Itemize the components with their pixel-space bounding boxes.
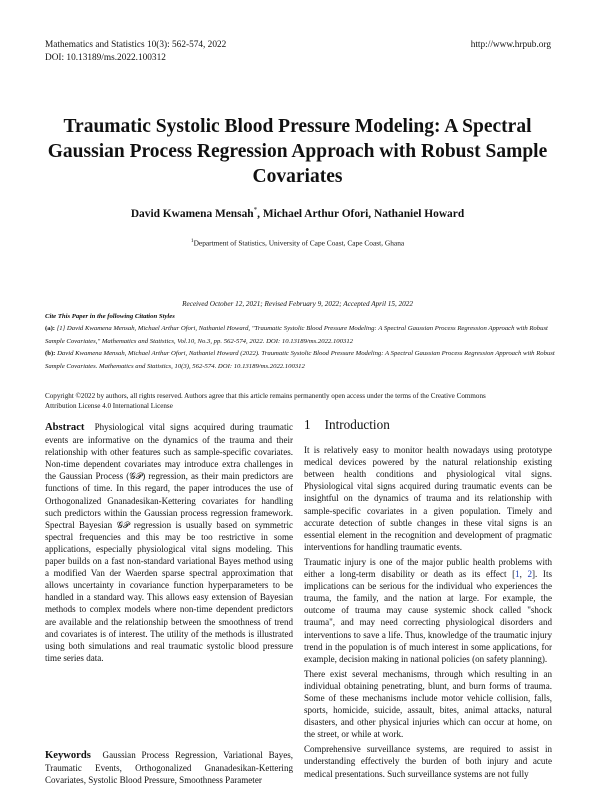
affiliation-mark: 1 <box>190 238 194 244</box>
keywords-text: Gaussian Process Regression, Variational Bayes, Traumatic Events, Orthogonalized Gnanadesikan-Kettering Covariates, Systolic Blood Pressure, Smoothness Parameter <box>45 750 293 786</box>
citation-text: [1] David Kwamena Mensah, Michael Arthur Ofori, Nathaniel Howard, "Traumatic Systolic Blood Pressure Modeling: A Spectral Gaussian Process Regression Approach with Robust Sample Covariates," Mathematics and Statistics, Vol.10, No.3, pp. 562-574, 2022. DOI: 10.13189/ms.2022.100312 <box>45 325 548 345</box>
copyright-notice: Copyright ©2022 by authors, all rights reserved. Authors agree that this article remains permanently open access under the terms of the Creative Commons Attribution License 4.0 International License <box>45 392 486 410</box>
affiliation <box>40 238 555 247</box>
journal-url[interactable]: http://www.hrpub.org <box>470 40 551 50</box>
author-name: Nathaniel Howard <box>373 207 465 220</box>
paragraph: Comprehensive surveillance systems, are required to assist in understanding effectively the burden of both injury and acute medical presentations. Such surveillance systems are not fully <box>304 744 552 779</box>
citation-style-a <box>45 323 555 348</box>
received-dates: Received October 12, 2021; Revised February 9, 2022; Accepted April 15, 2022 <box>182 300 413 308</box>
citation-heading: Cite This Paper in the following Citation Styles <box>45 313 175 320</box>
journal-header <box>45 39 226 65</box>
citation-block <box>45 311 555 373</box>
doi-text: DOI: 10.13189/ms.2022.100312 <box>45 53 166 63</box>
ref-separator: , <box>519 569 528 580</box>
reference-link[interactable]: 2 <box>527 569 533 580</box>
author-list <box>40 206 555 220</box>
citation-style-b <box>45 348 555 373</box>
reference-link[interactable]: 1 <box>515 569 520 580</box>
section-title: Introduction <box>324 417 390 432</box>
keywords-label: Keywords <box>45 750 91 761</box>
introduction-section <box>304 419 552 783</box>
abstract <box>45 421 293 664</box>
author-name: David Kwamena Mensah <box>130 207 254 220</box>
author-separator: , <box>368 207 374 220</box>
journal-citation: Mathematics and Statistics 10(3): 562-574, 2022 <box>45 40 227 50</box>
paragraph: It is relatively easy to monitor health nowadays using prototype medical devices powered by the natural relationship existing between health conditions and physiological vital signs. Physiological vital signs acquired during traumatic events can be insightful on the dynamics of trauma and its relationship with sample-specific covariates in a given population. Timely and accurate detection of subtle changes in these vital signs is an essential element in the recognition and development of pragmatic interventions for handling traumatic events. <box>304 445 552 552</box>
paragraph: There exist several mechanisms, through which resulting in an individual obtaining penetrating, blunt, and burn forms of trauma. Some of these mechanisms include motor vehicle collision, falls, sports, homicide, suicide, assault, bites, animal attacks, natural disasters, and other physical injuries which can occur at home, on the street, or while at work. <box>304 668 552 740</box>
citation-label: (a): <box>45 325 56 333</box>
paragraph-text: ]. Its implications can be serious for the individual who experiences the trauma, the family, and the nation at large. For example, the outcome of trauma may cause systemic shock called "shock trauma", and may need correcting physiological disorders and interventions to save a life. Thus, knowledge of the traumatic injury trend in the population is of much interest in some applications, for example, decision making in national policies (on safety planning). <box>304 569 552 664</box>
keywords <box>45 749 293 786</box>
affiliation-text: Department of Statistics, University of Cape Coast, Cape Coast, Ghana <box>193 238 405 248</box>
abstract-text: Physiological vital signs acquired during traumatic events are informative on the dynamics of the trauma and their relationship with other features such as sample-specific covariates. Non-time dependent covariates may introduce extra challenges in the Gaussian Process (𝒢𝒫) regression, as their main predictors are functions of time. In this regard, the paper introduces the use of Orthogonalized Gnanadesikan-Kettering covariates for handling such predictors within the Gaussian process regression framework. Spectral Bayesian 𝒢𝒫 regression is usually based on symmetric spectral frequencies and this may be too restrictive in some applications, especially physiological vital signs modeling. This paper builds on a fast non-standard variational Bayes method using a modified Van der Waerden sparse spectral approximation that allows uncertainty in covariance function hyperparameters to be handled in a standard way. This allows easy extension of Bayesian methods to complex models where non-time dependent predictors are available and the relationship between the smoothness of trend and covariates is of interest. The utility of the methods is illustrated using both simulations and real traumatic systolic blood pressure time series data. <box>45 422 293 663</box>
paragraph-text: Traumatic injury is one of the major public health problems with either a long-term disability or death as its effect [ <box>304 556 552 580</box>
author-separator: , <box>257 207 263 220</box>
citation-text: David Kwamena Mensah, Michael Arthur Ofori, Nathaniel Howard (2022). Traumatic Systolic Blood Pressure Modeling: A Spectral Gaussian Process Regression Approach with Robust Sample Covariates. Mathematics and Statistics, 10(3), 562-574. DOI: 10.13189/ms.2022.100312 <box>45 350 555 370</box>
corresponding-mark: * <box>253 206 258 214</box>
citation-label: (b): <box>45 350 56 358</box>
paragraph <box>304 556 552 665</box>
author-name: Michael Arthur Ofori <box>262 207 369 220</box>
abstract-label: Abstract <box>45 422 85 433</box>
paper-title: Traumatic Systolic Blood Pressure Modeling: A Spectral Gaussian Process Regression Approach with Robust Sample Covariates <box>47 116 548 187</box>
section-number: 1 <box>304 417 311 432</box>
section-heading <box>304 419 552 431</box>
